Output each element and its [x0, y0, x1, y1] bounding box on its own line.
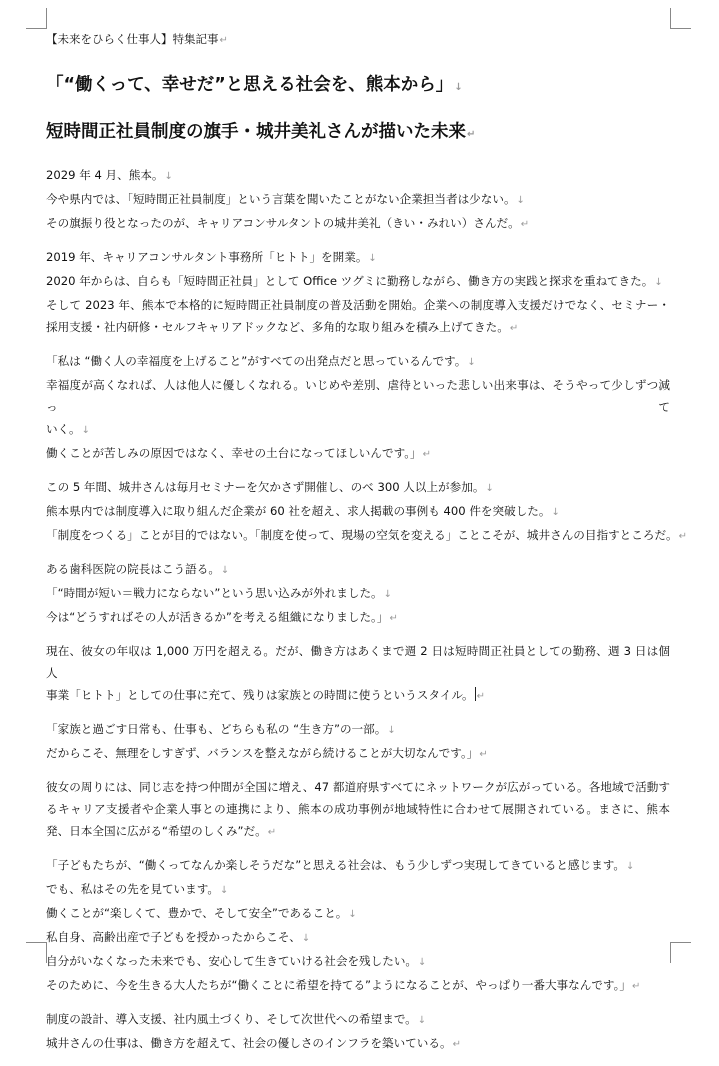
line-text: 2020 年からは、自らも「短時間正社員」として Office ツグミに勤務しながら、働き方の実践と探求を重ねてきた。: [46, 274, 654, 288]
line-text: 2029 年 4 月、熊本。: [46, 168, 164, 182]
text-line: [46, 854, 670, 878]
line-break-mark: ↓: [220, 565, 230, 576]
line-text: 制度の設計、導入支援、社内風土づくり、そして次世代への希望まで。: [46, 1012, 417, 1026]
line-text: ある歯科医院の院長はこう語る。: [46, 562, 220, 576]
paragraph: [46, 164, 670, 236]
text-line: [46, 294, 670, 316]
line-break-mark: ↓: [485, 483, 494, 494]
line-break-mark: ↓: [368, 253, 377, 264]
text-line: [46, 442, 670, 466]
line-break-mark: ↓: [164, 171, 173, 182]
line-text: 今や県内では、「短時間正社員制度」という言葉を聞いたことがない企業担当者は少ない。: [46, 192, 516, 206]
paragraph: [46, 640, 670, 708]
text-line: [46, 718, 670, 742]
crop-mark-top-right: [670, 8, 691, 29]
text-cursor: [475, 687, 476, 701]
line-break-mark: ↓: [467, 357, 476, 368]
text-line: [46, 500, 670, 524]
line-break-mark: ↵: [476, 691, 485, 702]
line-text: いく。: [46, 422, 81, 436]
crop-mark-top-left: [26, 8, 47, 29]
article-subtitle: 短時間正社員制度の旗手・城井美礼さんが描いた未来↵: [46, 122, 476, 142]
line-text: でも、私はその先を見ています。: [46, 882, 219, 896]
paragraph: [46, 718, 670, 766]
line-break-mark: ↓: [418, 957, 427, 968]
text-line: [46, 820, 670, 844]
line-text: 2019 年、キャリアコンサルタント事務所「ヒトト」を開業。: [46, 250, 368, 264]
line-break-mark: ↓: [417, 1015, 427, 1026]
line-break-mark: ↵: [520, 219, 530, 230]
line-break-mark: ↵: [631, 981, 641, 992]
paragraph: [46, 246, 670, 340]
line-text: るキャリア支援者や企業人事との連携により、熊本の成功事例が地域特性に合わせて展開されている。まさに、熊本: [46, 802, 670, 816]
line-break-mark: ↵: [389, 613, 398, 624]
text-line: [46, 558, 670, 582]
line-break-mark: ↓: [81, 425, 90, 436]
text-line: [46, 164, 670, 188]
line-text: 働くことが苦しみの原因ではなく、幸せの土台になってほしいんです。」: [46, 446, 422, 460]
text-line: [46, 950, 670, 974]
line-text: 幸福度が高くなれば、人は他人に優しくなれる。いじめや差別、虐待といった悲しい出来事は、そうやって少しずつ減って: [46, 378, 670, 414]
text-line: [46, 1008, 670, 1032]
line-text: 働くことが“楽しくて、豊かで、そして安全”であること。: [46, 906, 348, 920]
line-text: 「子どもたちが、“働くってなんか楽しそうだな”と思える社会は、もう少しずつ実現してきていると感じます。: [46, 858, 625, 872]
text-line: [46, 878, 670, 902]
text-line: [46, 582, 670, 606]
text-line: [46, 350, 670, 374]
paragraph: [46, 854, 670, 998]
crop-mark-bottom-right: [670, 942, 691, 963]
text-line: [46, 684, 670, 708]
paragraph: [46, 558, 670, 630]
text-line: [46, 1032, 670, 1056]
line-text: この 5 年間、城井さんは毎月セミナーを欠かさず開催し、のべ 300 人以上が参加。: [46, 480, 485, 494]
text-line: [46, 188, 670, 212]
article-kicker: 【未来をひらく仕事人】特集記事↵: [46, 32, 228, 46]
line-break-mark: ↓: [654, 277, 663, 288]
line-text: そのために、今を生きる大人たちが“働くことに希望を持てる”ようになることが、やっぱり一番大事なんです。」: [46, 978, 631, 992]
line-text: 彼女の周りには、同じ志を持つ仲間が全国に増え、47 都道府県すべてにネットワークが広がっている。各地域で活動す: [46, 780, 670, 794]
paragraph: [46, 1008, 670, 1056]
line-break-mark: ↓: [625, 861, 635, 872]
line-break-mark: ↵: [479, 749, 488, 760]
article-paragraphs: [46, 164, 688, 1056]
text-line: [46, 476, 670, 500]
line-text: 「“時間が短い＝戦力にならない”という思い込みが外れました。: [46, 586, 383, 600]
line-break-mark: ↓: [387, 725, 396, 736]
line-break-mark: ↵: [422, 449, 432, 460]
line-text: その旗振り役となったのが、キャリアコンサルタントの城井美礼（きい・みれい）さんだ。: [46, 216, 520, 230]
line-text: 現在、彼女の年収は 1,000 万円を超える。だが、働き方はあくまで週 2 日は短時間正社員としての勤務、週 3 日は個人: [46, 644, 670, 680]
line-break-mark: ↓: [551, 507, 560, 518]
article-title: 「“働くって、幸せだ”と思える社会を、熊本から」↓: [46, 75, 463, 95]
text-line: [46, 418, 670, 442]
line-text: だからこそ、無理をしすぎず、バランスを整えながら続けることが大切なんです。」: [46, 746, 479, 760]
line-break-mark: ↓: [348, 909, 357, 920]
text-line: [46, 606, 670, 630]
text-line: [46, 524, 688, 548]
line-break-mark: ↓: [301, 933, 311, 944]
line-text: 「家族と過ごす日常も、仕事も、どちらも私の “生き方”の一部。: [46, 722, 387, 736]
line-text: 事業「ヒトト」としての仕事に充て、残りは家族との時間に使うというスタイル。: [46, 688, 474, 702]
line-text: 城井さんの仕事は、働き方を超えて、社会の優しさのインフラを築いている。: [46, 1036, 452, 1050]
line-break-mark: ↓: [516, 195, 525, 206]
line-text: 採用支援・社内研修・セルフキャリアドックなど、多角的な取り組みを積み上げてきた。: [46, 320, 509, 334]
line-break-mark: ↓: [383, 589, 393, 600]
text-line: [46, 246, 670, 270]
line-text: 熊本県内では制度導入に取り組んだ企業が 60 社を超え、求人掲載の事例も 400 件を突破した。: [46, 504, 551, 518]
text-line: [46, 776, 670, 798]
line-text: 私自身、高齢出産で子どもを授かったからこそ、: [46, 930, 301, 944]
paragraph: [46, 476, 688, 548]
text-line: [46, 374, 670, 418]
text-line: [46, 742, 670, 766]
line-break-mark: ↵: [267, 827, 277, 838]
line-break-mark: ↵: [678, 531, 688, 542]
text-line: [46, 902, 670, 926]
line-text: 「制度をつくる」ことが目的ではない。「制度を使って、現場の空気を変える」ことこそが、城井さんの目指すところだ。: [46, 528, 678, 542]
line-break-mark: ↵: [452, 1039, 461, 1050]
text-line: [46, 640, 670, 684]
text-line: [46, 926, 670, 950]
line-text: そして 2023 年、熊本で本格的に短時間正社員制度の普及活動を開始。企業への制度導入支援だけでなく、セミナー・: [46, 298, 670, 312]
text-line: [46, 270, 670, 294]
crop-mark-bottom-left: [26, 942, 47, 963]
line-break-mark: ↓: [219, 885, 229, 896]
line-text: 発、日本全国に広がる“希望のしくみ”だ。: [46, 824, 267, 838]
text-line: [46, 974, 670, 998]
line-break-mark: ↵: [509, 323, 519, 334]
line-text: 「私は “働く人の幸福度を上げること”がすべての出発点だと思っているんです。: [46, 354, 467, 368]
text-line: [46, 316, 670, 340]
text-line: [46, 798, 670, 820]
text-line: [46, 212, 670, 236]
paragraph: [46, 776, 670, 844]
paragraph: [46, 350, 670, 466]
document-body[interactable]: [46, 30, 688, 1066]
line-text: 自分がいなくなった未来でも、安心して生きていける社会を残したい。: [46, 954, 418, 968]
line-text: 今は“どうすればその人が活きるか”を考える組織になりました。」: [46, 610, 389, 624]
